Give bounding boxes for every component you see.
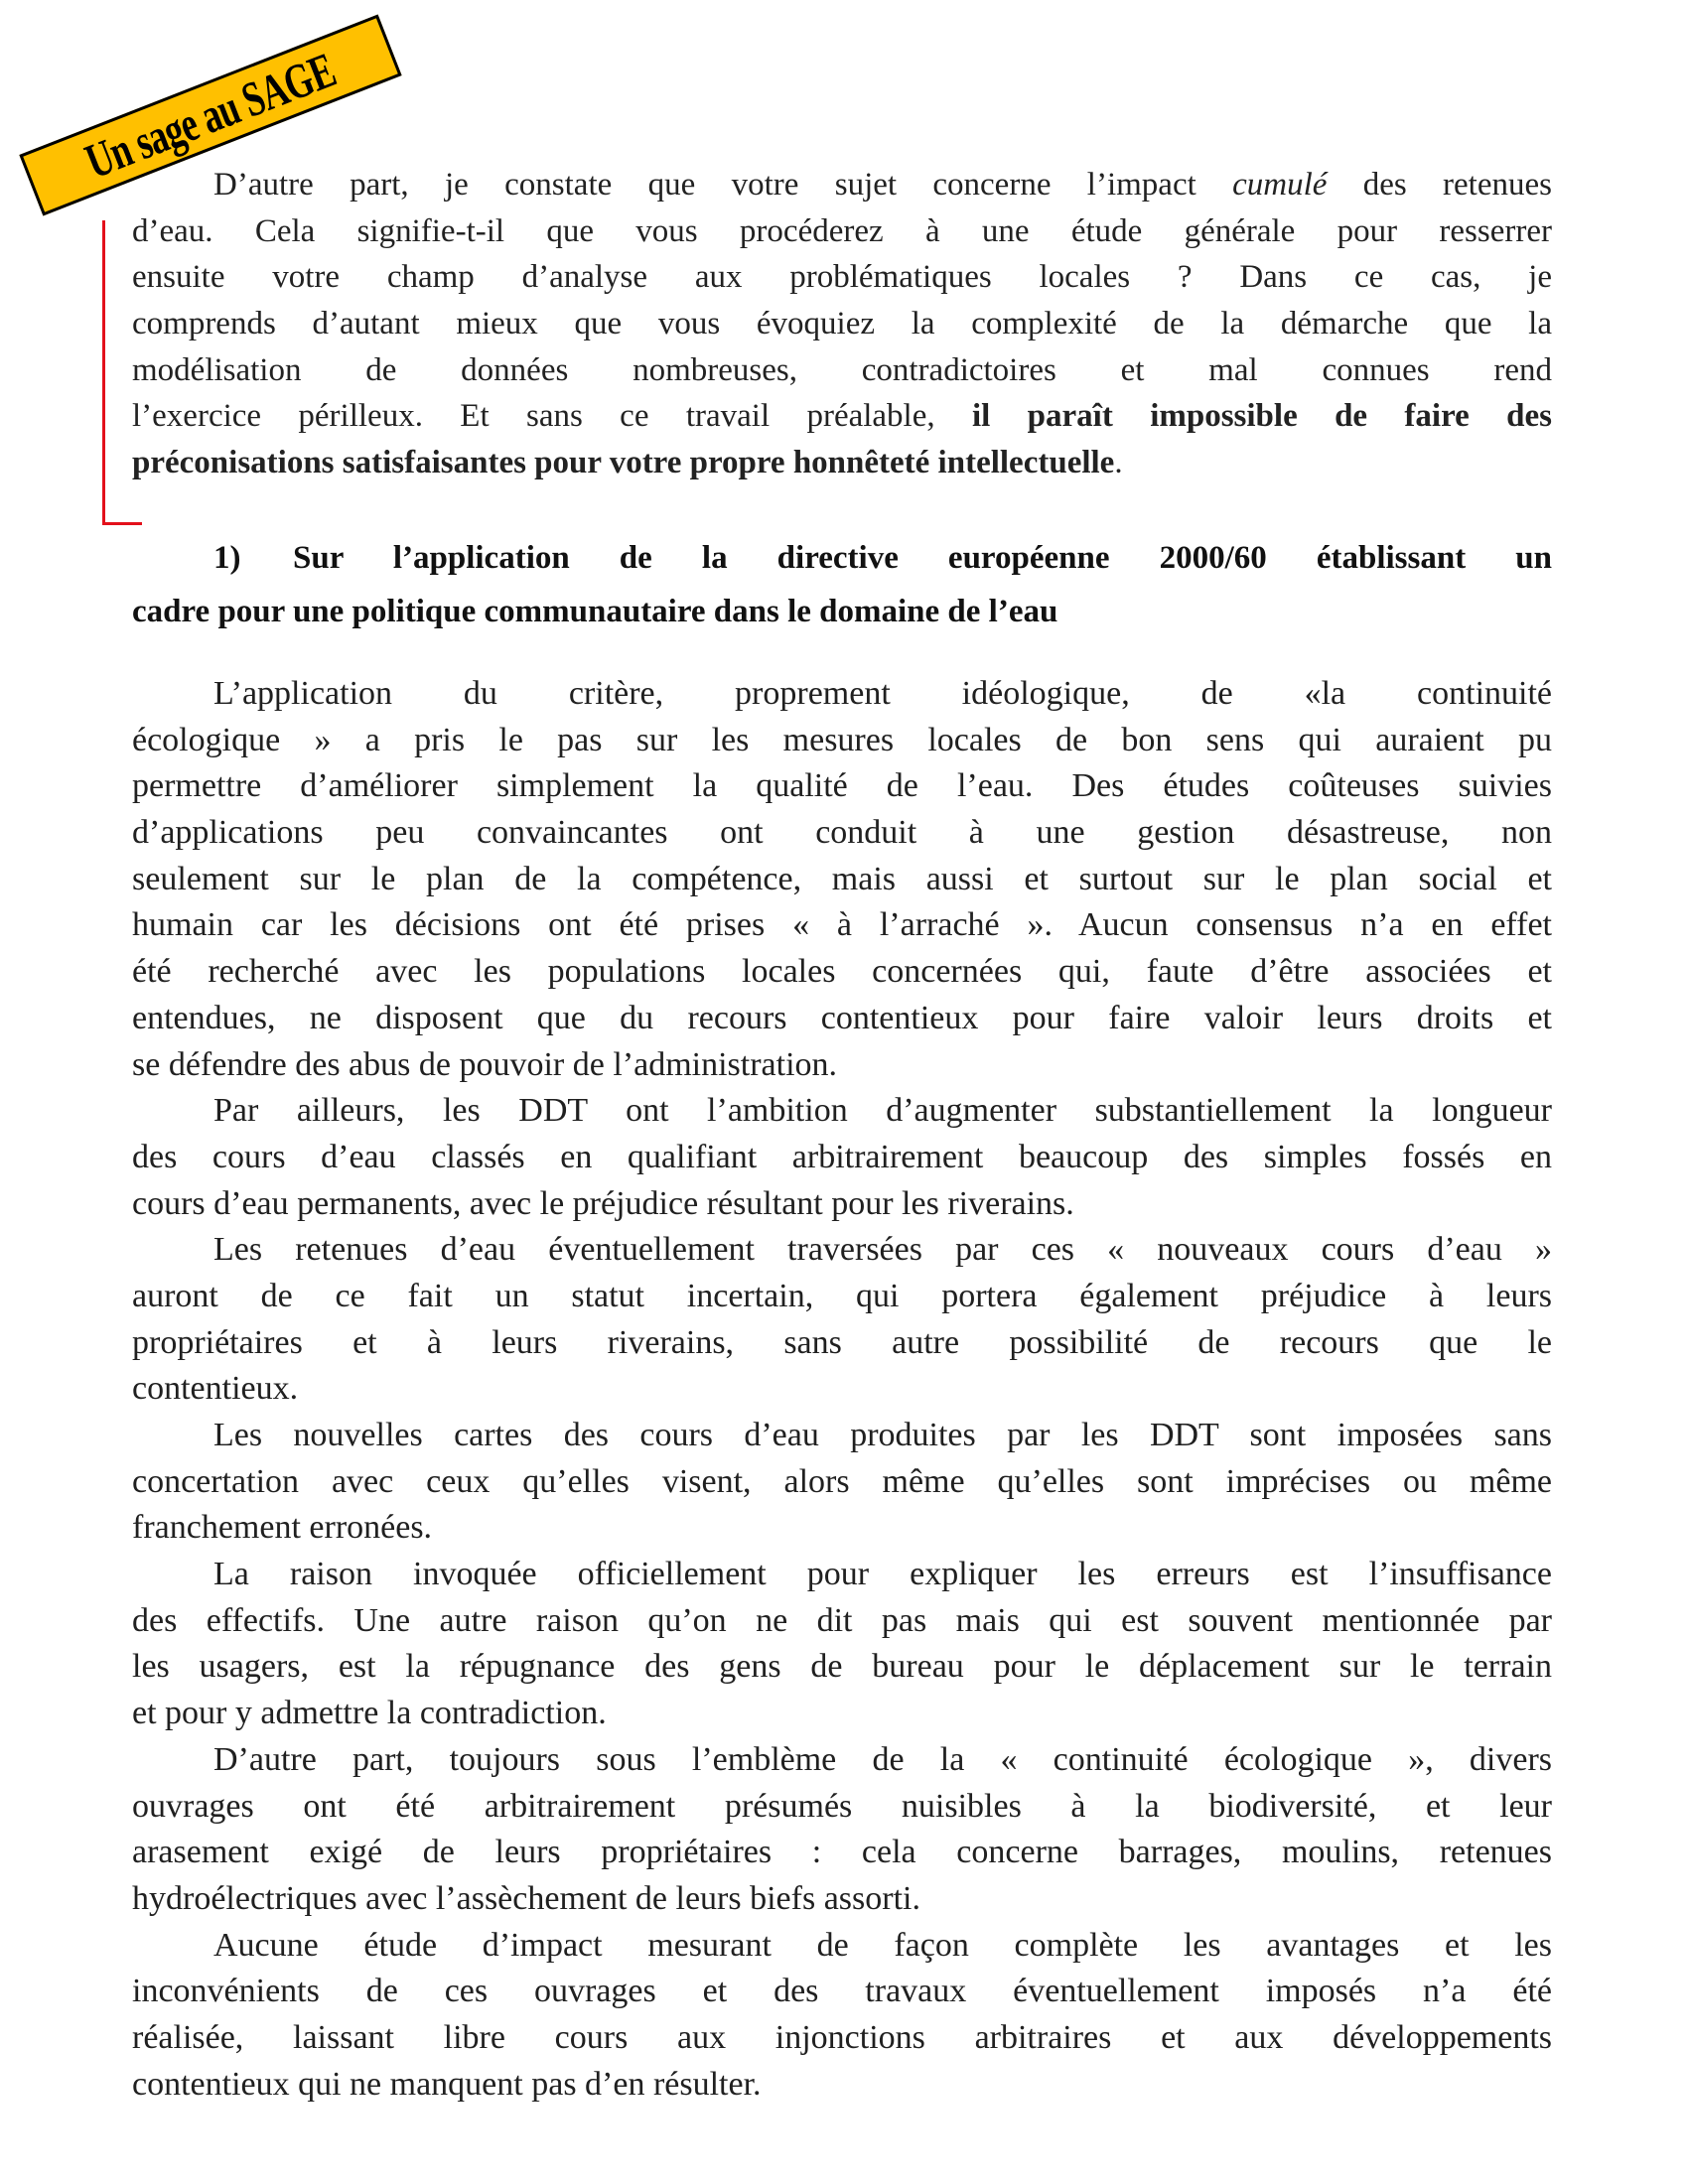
text-run: . xyxy=(1114,445,1123,481)
text-run: d’eau. Cela signifie-t-il que vous procéderez à une étude générale pour resserrer xyxy=(132,212,1552,249)
body-line: été recherché avec les populations locales concernées qui, faute d’être associées et xyxy=(132,953,1552,991)
body-line: La raison invoquée officiellement pour expliquer les erreurs est l’insuffisance xyxy=(213,1556,1552,1593)
body-line: Par ailleurs, les DDT ont l’ambition d’augmenter substantiellement la longueur xyxy=(213,1092,1552,1130)
margin-marker-horizontal xyxy=(102,522,142,525)
bold-text: préconisations satisfaisantes pour votre propre honnêteté intellectuelle xyxy=(132,445,1115,481)
body-paragraph xyxy=(132,1413,1552,1552)
body-line: ouvrages ont été arbitrairement présumés nuisibles à la biodiversité, et leur xyxy=(132,1787,1552,1825)
body-line: contentieux. xyxy=(132,1370,299,1408)
body-line: Les retenues d’eau éventuellement traversées par ces « nouveaux cours d’eau » xyxy=(213,1231,1552,1269)
intro-paragraph xyxy=(132,162,1552,486)
sticker-label-text: Un sage au SAGE xyxy=(77,41,344,190)
text-run: D’autre part, je constate que votre sujet concerne l’impact xyxy=(213,167,1233,203)
body-line: se défendre des abus de pouvoir de l’administration. xyxy=(132,1045,838,1083)
text-run: des retenues xyxy=(1327,167,1552,203)
body-paragraph xyxy=(132,671,1552,1088)
section-heading xyxy=(132,535,1552,634)
italic-text: cumulé xyxy=(1232,167,1328,203)
body-line: Les nouvelles cartes des cours d’eau produites par les DDT sont imposées sans xyxy=(213,1417,1552,1453)
body-line: L’application du critère, proprement idéologique, de «la continuité xyxy=(213,675,1552,712)
intro-line xyxy=(132,162,1552,208)
body-line: des effectifs. Une autre raison qu’on ne dit pas mais qui est souvent mentionnée par xyxy=(132,1601,1552,1639)
body-paragraph xyxy=(132,1227,1552,1413)
intro-line xyxy=(132,208,1552,255)
body-line: propriétaires et à leurs riverains, sans autre possibilité de recours que le xyxy=(132,1323,1552,1361)
body-paragraph xyxy=(132,1088,1552,1227)
section-number: 1) xyxy=(213,540,241,576)
body-line: des cours d’eau classés en qualifiant arbitrairement beaucoup des simples fossés en xyxy=(132,1138,1552,1175)
bold-text: il paraît impossible de faire des xyxy=(971,398,1552,435)
body-line: et pour y admettre la contradiction. xyxy=(132,1695,607,1732)
body-line: inconvénients de ces ouvrages et des travaux éventuellement imposés n’a été xyxy=(132,1973,1552,2010)
section-title-line-2: cadre pour une politique communautaire dans le domaine de l’eau xyxy=(132,593,1058,629)
body-line: écologique » a pris le pas sur les mesures locales de bon sens qui auraient pu xyxy=(132,721,1552,758)
intro-line xyxy=(132,393,1552,440)
body-line: contentieux qui ne manquent pas d’en résulter. xyxy=(132,2065,762,2103)
body-line: d’applications peu convaincantes ont conduit à une gestion désastreuse, non xyxy=(132,814,1552,852)
intro-line xyxy=(132,347,1552,394)
body-line: les usagers, est la répugnance des gens de bureau pour le déplacement sur le terrain xyxy=(132,1648,1552,1686)
body-line: hydroélectriques avec l’assèchement de leurs biefs assorti. xyxy=(132,1879,920,1917)
section-heading-line-2 xyxy=(132,589,1552,635)
body-line: cours d’eau permanents, avec le préjudice résultant pour les riverains. xyxy=(132,1184,1074,1222)
body-line: D’autre part, toujours sous l’emblème de la « continuité écologique », divers xyxy=(213,1740,1552,1778)
body-paragraph xyxy=(132,1552,1552,1737)
section-body xyxy=(132,671,1552,2108)
section-title-line-1: Sur l’application de la directive européenne 2000/60 établissant un xyxy=(293,540,1552,576)
text-run: modélisation de données nombreuses, contradictoires et mal connues rend xyxy=(132,351,1552,388)
body-line: permettre d’améliorer simplement la qualité de l’eau. Des études coûteuses suivies xyxy=(132,767,1552,805)
body-line: seulement sur le plan de la compétence, mais aussi et surtout sur le plan social et xyxy=(132,860,1552,897)
margin-marker-vertical xyxy=(102,220,105,525)
body-line: franchement erronées. xyxy=(132,1509,433,1547)
intro-line xyxy=(132,254,1552,301)
text-run: ensuite votre champ d’analyse aux problématiques locales ? Dans ce cas, je xyxy=(132,259,1552,296)
body-line: concertation avec ceux qu’elles visent, alors même qu’elles sont imprécises ou même xyxy=(132,1462,1552,1500)
body-paragraph xyxy=(132,1737,1552,1923)
intro-line xyxy=(132,301,1552,347)
intro-line xyxy=(132,440,1552,486)
text-run: comprends d’autant mieux que vous évoquiez la complexité de la démarche que la xyxy=(132,306,1552,342)
body-line: entendues, ne disposent que du recours contentieux pour faire valoir leurs droits et xyxy=(132,999,1552,1036)
body-line: arasement exigé de leurs propriétaires : cela concerne barrages, moulins, retenues xyxy=(132,1834,1552,1871)
body-paragraph xyxy=(132,1923,1552,2109)
text-run: l’exercice périlleux. Et sans ce travail préalable, xyxy=(132,398,972,435)
body-line: auront de ce fait un statut incertain, qui portera également préjudice à leurs xyxy=(132,1277,1552,1314)
body-line: humain car les décisions ont été prises « à l’arraché ». Aucun consensus n’a en effet xyxy=(132,906,1552,944)
body-line: réalisée, laissant libre cours aux injonctions arbitraires et aux développements xyxy=(132,2018,1552,2056)
body-line: Aucune étude d’impact mesurant de façon complète les avantages et les xyxy=(213,1926,1552,1964)
section-heading-line-1 xyxy=(132,535,1552,582)
